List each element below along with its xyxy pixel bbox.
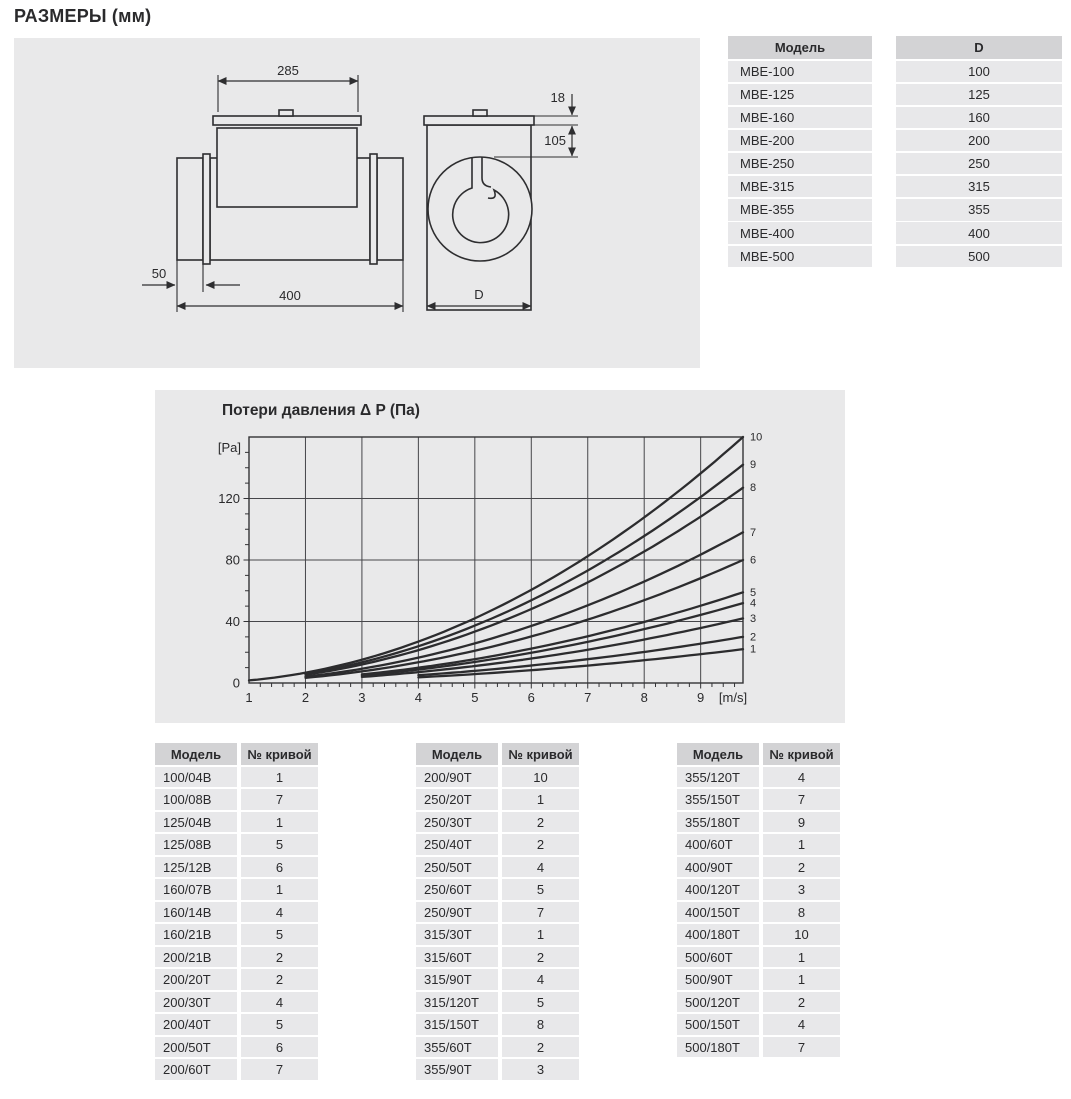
x-unit-label: [m/s]: [718, 690, 748, 705]
model-cell: 355/180T: [677, 812, 759, 833]
lid-handle: [279, 110, 293, 116]
table-row: [155, 789, 318, 810]
value-cell: 10: [763, 924, 840, 945]
value-cell: 2: [502, 834, 579, 855]
table-row: [728, 199, 1062, 220]
model-cell: 315/120T: [416, 992, 498, 1013]
curve-number-label: 2: [750, 631, 757, 644]
dimension-box-depth: 105: [544, 133, 566, 148]
curve-number-label: 4: [750, 597, 757, 610]
x-tick-label: 9: [697, 690, 705, 705]
model-cell: 250/40T: [416, 834, 498, 855]
value-cell: 1: [502, 789, 579, 810]
model-cell: 400/150T: [677, 902, 759, 923]
value-cell: 5: [502, 879, 579, 900]
table-row: [155, 902, 318, 923]
x-tick-label: 8: [640, 690, 648, 705]
table-row: [728, 61, 1062, 82]
table-row: [416, 789, 579, 810]
table-row: [728, 153, 1062, 174]
value-cell: 7: [502, 902, 579, 923]
model-cell: 400/120T: [677, 879, 759, 900]
column-header-model: Модель: [728, 36, 872, 59]
x-tick-label: 2: [301, 690, 310, 705]
curve-number-label: 1: [750, 643, 757, 656]
value-cell: 4: [241, 992, 318, 1013]
value-cell: 1: [502, 924, 579, 945]
model-cell: MBE-100: [728, 61, 872, 82]
value-cell: 125: [896, 84, 1062, 105]
model-cell: 400/90T: [677, 857, 759, 878]
model-diameter-table: [728, 36, 1062, 267]
pressure-curve-4: [362, 603, 743, 675]
table-row: [155, 947, 318, 968]
table-row: [155, 879, 318, 900]
table-row: [416, 767, 579, 788]
curve-number-label: 9: [750, 459, 757, 472]
model-cell: 355/60T: [416, 1037, 498, 1058]
table-row: [416, 947, 579, 968]
model-cell: 200/30T: [155, 992, 237, 1013]
x-tick-label: 7: [584, 690, 592, 705]
value-cell: 250: [896, 153, 1062, 174]
dimension-lid-height: 18: [550, 90, 565, 105]
model-cell: MBE-160: [728, 107, 872, 128]
table-row: [728, 176, 1062, 197]
table-row: [677, 1037, 840, 1058]
table-row: [155, 1037, 318, 1058]
table-row: [728, 107, 1062, 128]
table-header-row: [728, 36, 1062, 59]
value-cell: 1: [763, 969, 840, 990]
model-cell: 160/21B: [155, 924, 237, 945]
model-cell: MBE-125: [728, 84, 872, 105]
model-cell: 315/90T: [416, 969, 498, 990]
table-row: [155, 924, 318, 945]
y-tick-label: 80: [225, 552, 240, 568]
value-cell: 4: [502, 969, 579, 990]
model-cell: 250/50T: [416, 857, 498, 878]
table-row: [677, 789, 840, 810]
model-cell: 500/90T: [677, 969, 759, 990]
value-cell: 7: [763, 1037, 840, 1058]
curve-number-label: 6: [750, 554, 757, 567]
column-header-value: № кривой: [502, 743, 579, 765]
value-cell: 160: [896, 107, 1062, 128]
value-cell: 2: [241, 969, 318, 990]
column-header-model: Модель: [416, 743, 498, 765]
column-header-model: Модель: [155, 743, 237, 765]
model-cell: 500/120T: [677, 992, 759, 1013]
table-header-row: [416, 743, 579, 765]
model-cell: MBE-500: [728, 246, 872, 267]
value-cell: 8: [502, 1014, 579, 1035]
x-tick-label: 5: [471, 690, 479, 705]
front-view: [424, 90, 578, 310]
front-lid: [424, 116, 534, 125]
value-cell: 1: [763, 947, 840, 968]
table-row: [728, 222, 1062, 243]
value-cell: 1: [763, 834, 840, 855]
value-cell: 4: [763, 767, 840, 788]
table-row: [155, 969, 318, 990]
model-cell: 355/150T: [677, 789, 759, 810]
model-cell: 125/08B: [155, 834, 237, 855]
model-cell: 400/180T: [677, 924, 759, 945]
curve-table-3: [677, 743, 840, 1057]
table-row: [155, 992, 318, 1013]
chart-title: Потери давления Δ P (Па): [222, 402, 420, 419]
model-cell: 100/04B: [155, 767, 237, 788]
duct-heater-dimension-drawing: [14, 38, 700, 368]
table-row: [155, 1014, 318, 1035]
value-cell: 4: [763, 1014, 840, 1035]
value-cell: 10: [502, 767, 579, 788]
table-row: [677, 1014, 840, 1035]
column-header-value: D: [896, 36, 1062, 59]
model-cell: MBE-250: [728, 153, 872, 174]
value-cell: 5: [241, 834, 318, 855]
dimension-cap-length: 50: [151, 266, 167, 281]
model-cell: 315/30T: [416, 924, 498, 945]
value-cell: 6: [241, 1037, 318, 1058]
table-row: [416, 834, 579, 855]
x-tick-label: 3: [358, 690, 366, 705]
model-cell: 500/150T: [677, 1014, 759, 1035]
table-row: [416, 1014, 579, 1035]
table-header-row: [677, 743, 840, 765]
value-cell: 1: [241, 767, 318, 788]
dimension-diameter: D: [474, 287, 484, 302]
model-cell: 250/30T: [416, 812, 498, 833]
table-row: [416, 969, 579, 990]
dimensions-drawing-panel: [14, 38, 700, 368]
table-row: [416, 992, 579, 1013]
model-cell: MBE-355: [728, 199, 872, 220]
value-cell: 4: [241, 902, 318, 923]
value-cell: 500: [896, 246, 1062, 267]
column-header-value: № кривой: [763, 743, 840, 765]
table-row: [416, 1037, 579, 1058]
value-cell: 6: [241, 857, 318, 878]
table-row: [677, 992, 840, 1013]
model-cell: 200/90T: [416, 767, 498, 788]
value-cell: 3: [502, 1059, 579, 1080]
model-cell: 500/180T: [677, 1037, 759, 1058]
column-header-model: Модель: [677, 743, 759, 765]
model-cell: 250/90T: [416, 902, 498, 923]
dimension-box-width: 285: [277, 63, 299, 78]
model-cell: 250/60T: [416, 879, 498, 900]
curve-number-label: 5: [750, 586, 757, 599]
curve-number-label: 7: [750, 526, 757, 539]
y-tick-label: 0: [232, 675, 240, 691]
value-cell: 5: [502, 992, 579, 1013]
terminal-box: [217, 128, 357, 207]
model-cell: 200/40T: [155, 1014, 237, 1035]
curve-number-label: 3: [750, 612, 757, 625]
table-row: [677, 924, 840, 945]
value-cell: 7: [763, 789, 840, 810]
table-row: [416, 902, 579, 923]
x-tick-label: 4: [414, 690, 422, 705]
curve-table-1: [155, 743, 318, 1080]
table-row: [416, 924, 579, 945]
pressure-chart-canvas: [155, 390, 845, 723]
model-cell: 125/04B: [155, 812, 237, 833]
pressure-loss-chart-panel: [155, 390, 845, 723]
model-cell: MBE-400: [728, 222, 872, 243]
terminal-box-lid: [213, 116, 361, 125]
table-row: [728, 84, 1062, 105]
page-title: РАЗМЕРЫ (мм): [14, 6, 152, 26]
model-cell: MBE-315: [728, 176, 872, 197]
table-row: [677, 969, 840, 990]
value-cell: 7: [241, 1059, 318, 1080]
value-cell: 4: [502, 857, 579, 878]
table-row: [677, 767, 840, 788]
value-cell: 315: [896, 176, 1062, 197]
value-cell: 2: [502, 812, 579, 833]
table-row: [677, 879, 840, 900]
model-cell: 200/20T: [155, 969, 237, 990]
table-row: [677, 902, 840, 923]
table-row: [155, 1059, 318, 1080]
model-cell: 160/07B: [155, 879, 237, 900]
model-cell: 315/60T: [416, 947, 498, 968]
table-row: [677, 947, 840, 968]
model-cell: 160/14B: [155, 902, 237, 923]
table-row: [155, 812, 318, 833]
value-cell: 8: [763, 902, 840, 923]
table-row: [155, 834, 318, 855]
value-cell: 2: [502, 1037, 579, 1058]
model-cell: 500/60T: [677, 947, 759, 968]
duct-flange-left: [203, 154, 210, 264]
table-row: [155, 767, 318, 788]
model-cell: 250/20T: [416, 789, 498, 810]
x-tick-label: 6: [527, 690, 535, 705]
model-cell: 100/08B: [155, 789, 237, 810]
table-row: [416, 879, 579, 900]
model-cell: 355/120T: [677, 767, 759, 788]
side-view: [142, 63, 403, 312]
value-cell: 3: [763, 879, 840, 900]
value-cell: 1: [241, 812, 318, 833]
pressure-curve-10: [249, 437, 743, 680]
value-cell: 400: [896, 222, 1062, 243]
duct-flange-right: [370, 154, 377, 264]
pressure-curve-9: [306, 465, 744, 674]
value-cell: 2: [502, 947, 579, 968]
y-unit-label: [Pa]: [217, 440, 241, 455]
duct-opening-circle: [428, 157, 532, 261]
table-header-row: [155, 743, 318, 765]
table-row: [728, 130, 1062, 151]
table-row: [677, 857, 840, 878]
table-row: [416, 857, 579, 878]
curve-table-2: [416, 743, 579, 1080]
value-cell: 355: [896, 199, 1062, 220]
model-cell: 125/12B: [155, 857, 237, 878]
table-row: [728, 246, 1062, 267]
y-tick-label: 40: [225, 614, 240, 629]
model-cell: 315/150T: [416, 1014, 498, 1035]
column-header-value: № кривой: [241, 743, 318, 765]
table-row: [677, 834, 840, 855]
value-cell: 2: [763, 992, 840, 1013]
value-cell: 2: [763, 857, 840, 878]
value-cell: 7: [241, 789, 318, 810]
x-tick-label: 1: [245, 690, 253, 705]
value-cell: 200: [896, 130, 1062, 151]
curve-number-label: 8: [750, 482, 757, 495]
dimension-total-length: 400: [279, 288, 301, 303]
model-cell: MBE-200: [728, 130, 872, 151]
value-cell: 2: [241, 947, 318, 968]
table-row: [677, 812, 840, 833]
value-cell: 9: [763, 812, 840, 833]
curve-number-label: 10: [750, 431, 763, 444]
y-tick-label: 120: [218, 491, 240, 506]
model-cell: 200/60T: [155, 1059, 237, 1080]
duct-end-cap-left: [177, 158, 203, 260]
model-cell: 200/50T: [155, 1037, 237, 1058]
value-cell: 5: [241, 924, 318, 945]
table-row: [416, 812, 579, 833]
front-lid-handle: [473, 110, 487, 116]
duct-end-cap-right: [377, 158, 403, 260]
table-row: [155, 857, 318, 878]
model-cell: 400/60T: [677, 834, 759, 855]
value-cell: 1: [241, 879, 318, 900]
table-row: [416, 1059, 579, 1080]
value-cell: 5: [241, 1014, 318, 1035]
model-cell: 200/21B: [155, 947, 237, 968]
model-cell: 355/90T: [416, 1059, 498, 1080]
value-cell: 100: [896, 61, 1062, 82]
